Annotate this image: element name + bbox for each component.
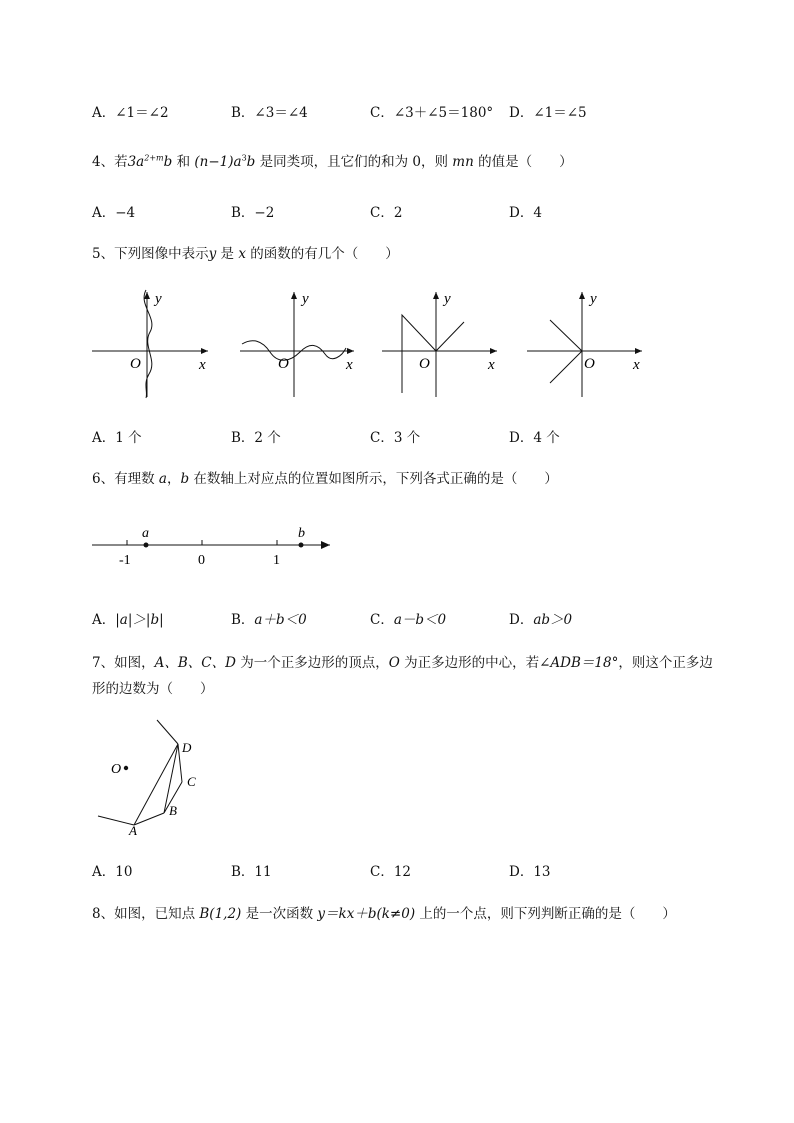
q7-option-a: A．10: [92, 864, 133, 880]
graph-2-y-label: y: [302, 291, 309, 307]
center-o-dot: [124, 766, 128, 770]
graph-2-origin-label: O: [278, 356, 289, 372]
polygon-edge-top: [157, 720, 178, 744]
q3-option-d: D．∠1＝∠5: [509, 105, 587, 121]
graph-3-curve: [402, 315, 464, 393]
q5-option-c: C．3 个: [370, 430, 421, 446]
q7-option-d: D．13: [509, 864, 551, 880]
q6-stem: 6、有理数 a，b 在数轴上对应点的位置如图所示，下列各式正确的是（ ）: [92, 471, 558, 487]
graph-1-x-label: x: [199, 357, 206, 373]
q7-stem-line1: 7、如图，A、B、C、D 为一个正多边形的顶点，O 为正多边形的中心，若∠ADB＝18°，则这个正多边: [92, 655, 713, 671]
graph-4: [527, 291, 642, 397]
tick-label-zero: 0: [198, 553, 205, 568]
point-a-dot: [144, 543, 149, 548]
q5-stem: 5、下列图像中表示y 是 x 的函数的有几个（ ）: [92, 246, 399, 262]
q7-option-b: B．11: [231, 864, 272, 880]
q7-option-c: C．12: [370, 864, 412, 880]
point-a-label: a: [142, 526, 149, 541]
q3-option-c: C．∠3＋∠5＝180°: [370, 105, 494, 121]
point-b-dot: [299, 543, 304, 548]
graph-2: [240, 291, 354, 397]
q4-option-a: A．−4: [92, 205, 136, 221]
q6-option-d: D．ab＞0: [509, 612, 573, 628]
tick-label-one: 1: [273, 553, 280, 568]
graph-1: [92, 290, 208, 398]
graph-1-y-label: y: [155, 291, 162, 307]
q5-option-b: B．2 个: [231, 430, 281, 446]
label-o: O: [111, 762, 122, 777]
tick-label-minus-one: -1: [119, 553, 131, 568]
graph-3: [382, 291, 497, 397]
q4-option-b: B．−2: [231, 205, 275, 221]
point-b-label: b: [298, 526, 305, 541]
graph-2-x-label: x: [346, 357, 353, 373]
q7-polygon-figure: [0, 712, 794, 842]
q4-option-d: D．4: [509, 205, 542, 221]
label-b: B: [169, 803, 177, 818]
graph-1-curve: [144, 290, 152, 398]
q6-number-line: [0, 518, 794, 573]
q7-stem-line2: 形的边数为（ ）: [92, 681, 214, 697]
graph-3-x-label: x: [488, 357, 495, 373]
q8-stem: 8、如图，已知点 B(1,2) 是一次函数 y＝kx＋b(k≠0) 上的一个点，则下列判断正确的是（ ）: [92, 906, 676, 922]
graph-3-origin-label: O: [419, 356, 430, 372]
polygon-edge-ab: [134, 813, 164, 825]
q5-option-d: D．4 个: [509, 430, 560, 446]
q3-option-b: B．∠3＝∠4: [231, 105, 308, 121]
label-d: D: [182, 740, 192, 755]
graph-1-origin-label: O: [130, 356, 141, 372]
q6-option-b: B．a＋b＜0: [231, 612, 307, 628]
q4-option-c: C．2: [370, 205, 403, 221]
q5-option-a: A．1 个: [92, 430, 142, 446]
graph-4-x-label: x: [633, 357, 640, 373]
graph-4-origin-label: O: [584, 356, 595, 372]
q6-option-a: A．|a|＞|b|: [92, 612, 164, 628]
q5-graphs: [0, 280, 794, 405]
label-c: C: [187, 774, 196, 789]
q6-option-c: C．a－b＜0: [370, 612, 447, 628]
label-a: A: [129, 823, 137, 838]
q4-stem: 4、若$3a^{2+m}b$ 和 $(n-1)a^3b$ 是同类项，且它们的和为 0，则 mn 的值是（ ）: [92, 153, 573, 170]
graph-3-y-label: y: [444, 291, 451, 307]
graph-4-y-label: y: [590, 291, 597, 307]
q3-option-a: A．∠1＝∠2: [92, 105, 169, 121]
